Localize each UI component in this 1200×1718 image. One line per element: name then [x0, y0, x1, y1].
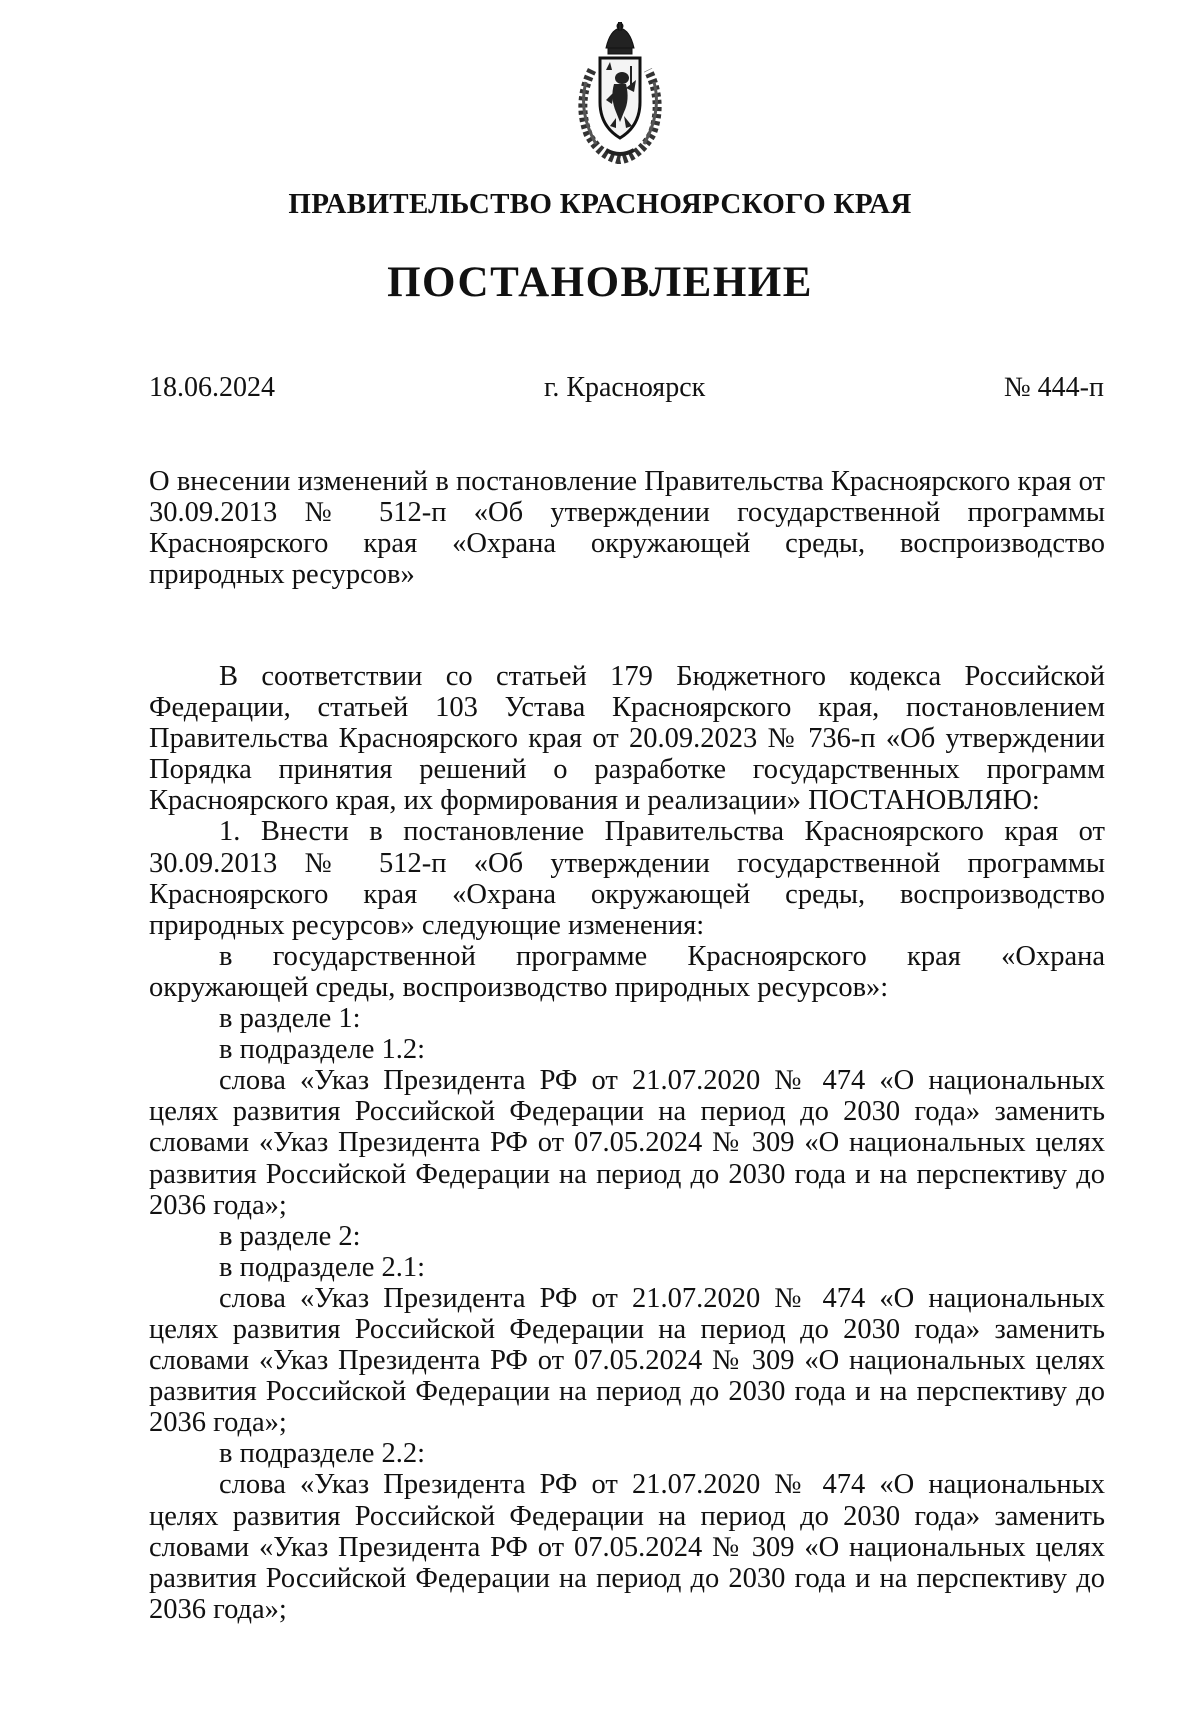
document-title-text: О внесении изменений в постановление Правительства Красноярского края от 30.09.2013 № 512-п «Об утверждении государственной программы Красноярского края «Охрана окружающей среды, воспроизводство природных ресурсов» [149, 466, 1105, 591]
body-paragraph: слова «Указ Президента РФ от 21.07.2020 № 474 «О национальных целях развития Российской Федерации на период до 2030 года» заменить словами «Указ Президента РФ от 07.05.2024 № 309 «О национальных целях развития Российской Федерации на период до 2030 года и на перспективу до 2036 года»; [149, 1282, 1105, 1439]
body-paragraph: в разделе 2: [219, 1220, 361, 1252]
organization-name: ПРАВИТЕЛЬСТВО КРАСНОЯРСКОГО КРАЯ [288, 188, 912, 220]
body-paragraph: в подразделе 2.1: [219, 1251, 426, 1283]
body-paragraph: слова «Указ Президента РФ от 21.07.2020 № 474 «О национальных целях развития Российской Федерации на период до 2030 года» заменить словами «Указ Президента РФ от 07.05.2024 № 309 «О национальных целях развития Российской Федерации на период до 2030 года и на перспективу до 2036 года»; [149, 1065, 1105, 1221]
body-paragraph: слова «Указ Президента РФ от 21.07.2020 № 474 «О национальных целях развития Российской Федерации на период до 2030 года» заменить словами «Указ Президента РФ от 07.05.2024 № 309 «О национальных целях развития Российской Федерации на период до 2030 года и на перспективу до 2036 года»; [149, 1469, 1105, 1625]
document-type: ПОСТАНОВЛЕНИЕ [387, 259, 813, 306]
body-paragraph: в разделе 1: [219, 1003, 361, 1035]
body-paragraph: в подразделе 2.2: [219, 1438, 426, 1470]
document-date: 18.06.2024 [149, 372, 275, 403]
document-city: г. Красноярск [544, 372, 706, 403]
body-paragraph: В соответствии со статьей 179 Бюджетного кодекса Российской Федерации, статьей 103 Устава Красноярского края, постановлением Правительства Красноярского края от 20.09.2023 № 736-п «Об утверждении Порядка принятия решений о разработке государственных программ Красноярского края, их формирования и реализации» ПОСТАНОВЛЯЮ: [149, 661, 1105, 817]
document-number: № 444-п [1003, 372, 1104, 403]
document-title [149, 466, 1105, 590]
body-paragraph: в государственной программе Красноярского края «Охрана окружающей среды, воспроизводство природных ресурсов»: [149, 940, 1105, 1003]
body-paragraph: в подразделе 1.2: [219, 1034, 426, 1066]
body-paragraph: 1. Внести в постановление Правительства Красноярского края от 30.09.2013 № 512-п «Об утверждении государственной программы Красноярского края «Охрана окружающей среды, воспроизводство природных ресурсов» следующие изменения: [149, 816, 1105, 941]
coat-of-arms-emblem [570, 22, 670, 164]
document-body [149, 661, 1105, 1625]
